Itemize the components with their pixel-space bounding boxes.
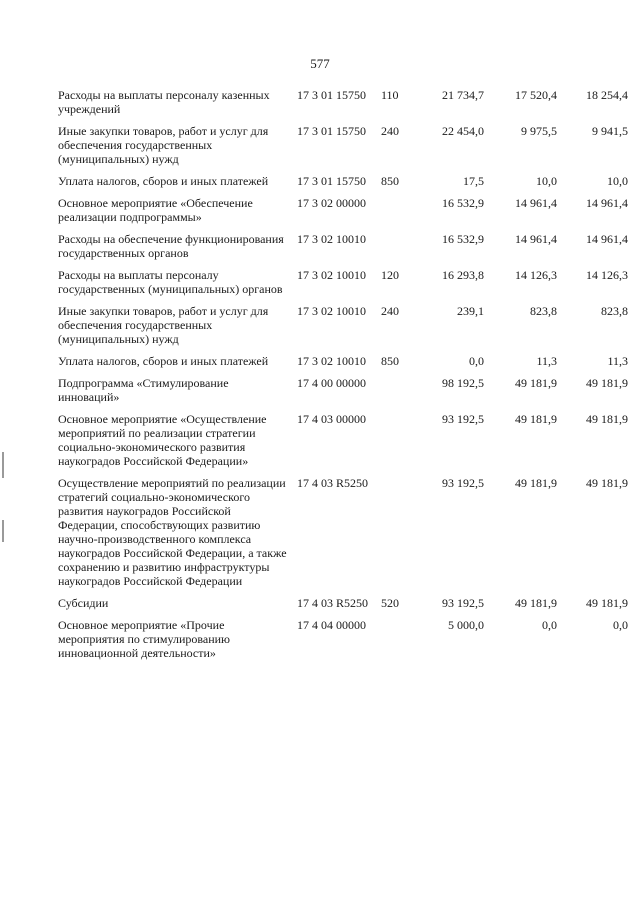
row-amount-3: 10,0 — [607, 174, 628, 188]
scan-edge-mark — [2, 452, 4, 478]
row-code: 17 3 01 15750 — [297, 174, 366, 188]
row-amount-3: 0,0 — [613, 618, 628, 632]
row-amount-2: 49 181,9 — [515, 596, 557, 610]
table-row — [58, 124, 628, 174]
row-amount-1: 93 192,5 — [442, 412, 484, 426]
row-code: 17 3 01 15750 — [297, 88, 366, 102]
row-amount-3: 14 126,3 — [586, 268, 628, 282]
row-name: Расходы на выплаты персоналу государственных (муниципальных) органов — [58, 268, 283, 296]
row-expense-type: 240 — [381, 304, 399, 318]
table-row — [58, 196, 628, 232]
row-amount-3: 823,8 — [601, 304, 628, 318]
row-expense-type — [379, 618, 415, 668]
budget-table — [58, 88, 628, 668]
row-name: Уплата налогов, сборов и иных платежей — [58, 174, 269, 188]
row-expense-type — [379, 376, 415, 412]
row-code: 17 3 02 10010 — [297, 304, 366, 318]
row-amount-1: 239,1 — [457, 304, 484, 318]
row-amount-2: 0,0 — [542, 618, 557, 632]
row-expense-type: 120 — [381, 268, 399, 282]
row-expense-type: 850 — [381, 354, 399, 368]
page-number: 577 — [310, 56, 330, 71]
table-row — [58, 268, 628, 304]
row-amount-2: 9 975,5 — [521, 124, 557, 138]
row-amount-3: 11,3 — [607, 354, 628, 368]
row-name: Расходы на выплаты персоналу казенных учреждений — [58, 88, 270, 116]
row-code: 17 3 01 15750 — [297, 124, 366, 138]
row-expense-type — [379, 232, 415, 268]
row-code: 17 3 02 10010 — [297, 268, 366, 282]
budget-table-body — [58, 88, 628, 668]
row-code: 17 4 03 R5250 — [297, 476, 369, 490]
row-expense-type — [379, 412, 415, 476]
row-code: 17 3 02 00000 — [297, 196, 366, 210]
row-amount-2: 49 181,9 — [515, 412, 557, 426]
row-name: Основное мероприятие «Обеспечение реализации подпрограммы» — [58, 196, 253, 224]
row-code: 17 4 00 00000 — [297, 376, 366, 390]
scan-edge-mark — [2, 520, 4, 542]
row-amount-2: 14 961,4 — [515, 232, 557, 246]
row-amount-3: 18 254,4 — [586, 88, 628, 102]
row-amount-1: 0,0 — [469, 354, 484, 368]
row-amount-1: 5 000,0 — [448, 618, 484, 632]
row-name: Осуществление мероприятий по реализации стратегий социально-экономического развития наукоградов Российской Федерации, способствующих развитию научно-производственного комплекса наукоградов Российской Федерации, а также сохранению и развитию инфраструктуры наукоградов Российской Федерации — [58, 476, 287, 588]
row-expense-type: 850 — [381, 174, 399, 188]
row-amount-2: 10,0 — [536, 174, 557, 188]
row-name: Основное мероприятие «Осуществление мероприятий по реализации стратегии социально-экономического развития наукоградов Российской Федерации» — [58, 412, 267, 468]
row-amount-2: 14 126,3 — [515, 268, 557, 282]
row-expense-type: 240 — [381, 124, 399, 138]
row-amount-2: 49 181,9 — [515, 376, 557, 390]
row-code: 17 4 04 00000 — [297, 618, 366, 632]
row-code: 17 4 03 00000 — [297, 412, 366, 426]
row-name: Основное мероприятие «Прочие мероприятия по стимулированию инновационной деятельности» — [58, 618, 231, 660]
row-amount-1: 17,5 — [463, 174, 484, 188]
table-row — [58, 304, 628, 354]
row-name: Иные закупки товаров, работ и услуг для обеспечения государственных (муниципальных) нужд — [58, 304, 269, 346]
row-expense-type: 520 — [381, 596, 399, 610]
table-row — [58, 174, 628, 196]
table-row — [58, 618, 628, 668]
row-amount-3: 9 941,5 — [592, 124, 628, 138]
row-amount-2: 49 181,9 — [515, 476, 557, 490]
row-amount-1: 98 192,5 — [442, 376, 484, 390]
row-amount-1: 22 454,0 — [442, 124, 484, 138]
table-row — [58, 412, 628, 476]
row-code: 17 4 03 R5250 — [297, 596, 369, 610]
row-amount-2: 17 520,4 — [515, 88, 557, 102]
row-expense-type — [379, 476, 415, 596]
row-amount-1: 93 192,5 — [442, 596, 484, 610]
row-amount-2: 11,3 — [536, 354, 557, 368]
table-row — [58, 354, 628, 376]
row-amount-1: 16 532,9 — [442, 196, 484, 210]
row-amount-3: 49 181,9 — [586, 596, 628, 610]
row-name: Уплата налогов, сборов и иных платежей — [58, 354, 269, 368]
row-amount-2: 823,8 — [530, 304, 557, 318]
table-row — [58, 232, 628, 268]
row-amount-3: 49 181,9 — [586, 476, 628, 490]
row-amount-3: 49 181,9 — [586, 412, 628, 426]
table-row — [58, 88, 628, 124]
row-code: 17 3 02 10010 — [297, 232, 366, 246]
row-amount-2: 14 961,4 — [515, 196, 557, 210]
table-row — [58, 476, 628, 596]
row-amount-1: 21 734,7 — [442, 88, 484, 102]
row-expense-type: 110 — [381, 88, 399, 102]
row-name: Подпрограмма «Стимулирование инноваций» — [58, 376, 229, 404]
table-row — [58, 376, 628, 412]
row-name: Субсидии — [58, 596, 109, 610]
table-row — [58, 596, 628, 618]
row-name: Иные закупки товаров, работ и услуг для обеспечения государственных (муниципальных) нужд — [58, 124, 269, 166]
row-amount-3: 14 961,4 — [586, 232, 628, 246]
row-name: Расходы на обеспечение функционирования государственных органов — [58, 232, 284, 260]
row-expense-type — [379, 196, 415, 232]
row-amount-3: 14 961,4 — [586, 196, 628, 210]
row-amount-1: 93 192,5 — [442, 476, 484, 490]
row-code: 17 3 02 10010 — [297, 354, 366, 368]
row-amount-1: 16 293,8 — [442, 268, 484, 282]
row-amount-3: 49 181,9 — [586, 376, 628, 390]
row-amount-1: 16 532,9 — [442, 232, 484, 246]
